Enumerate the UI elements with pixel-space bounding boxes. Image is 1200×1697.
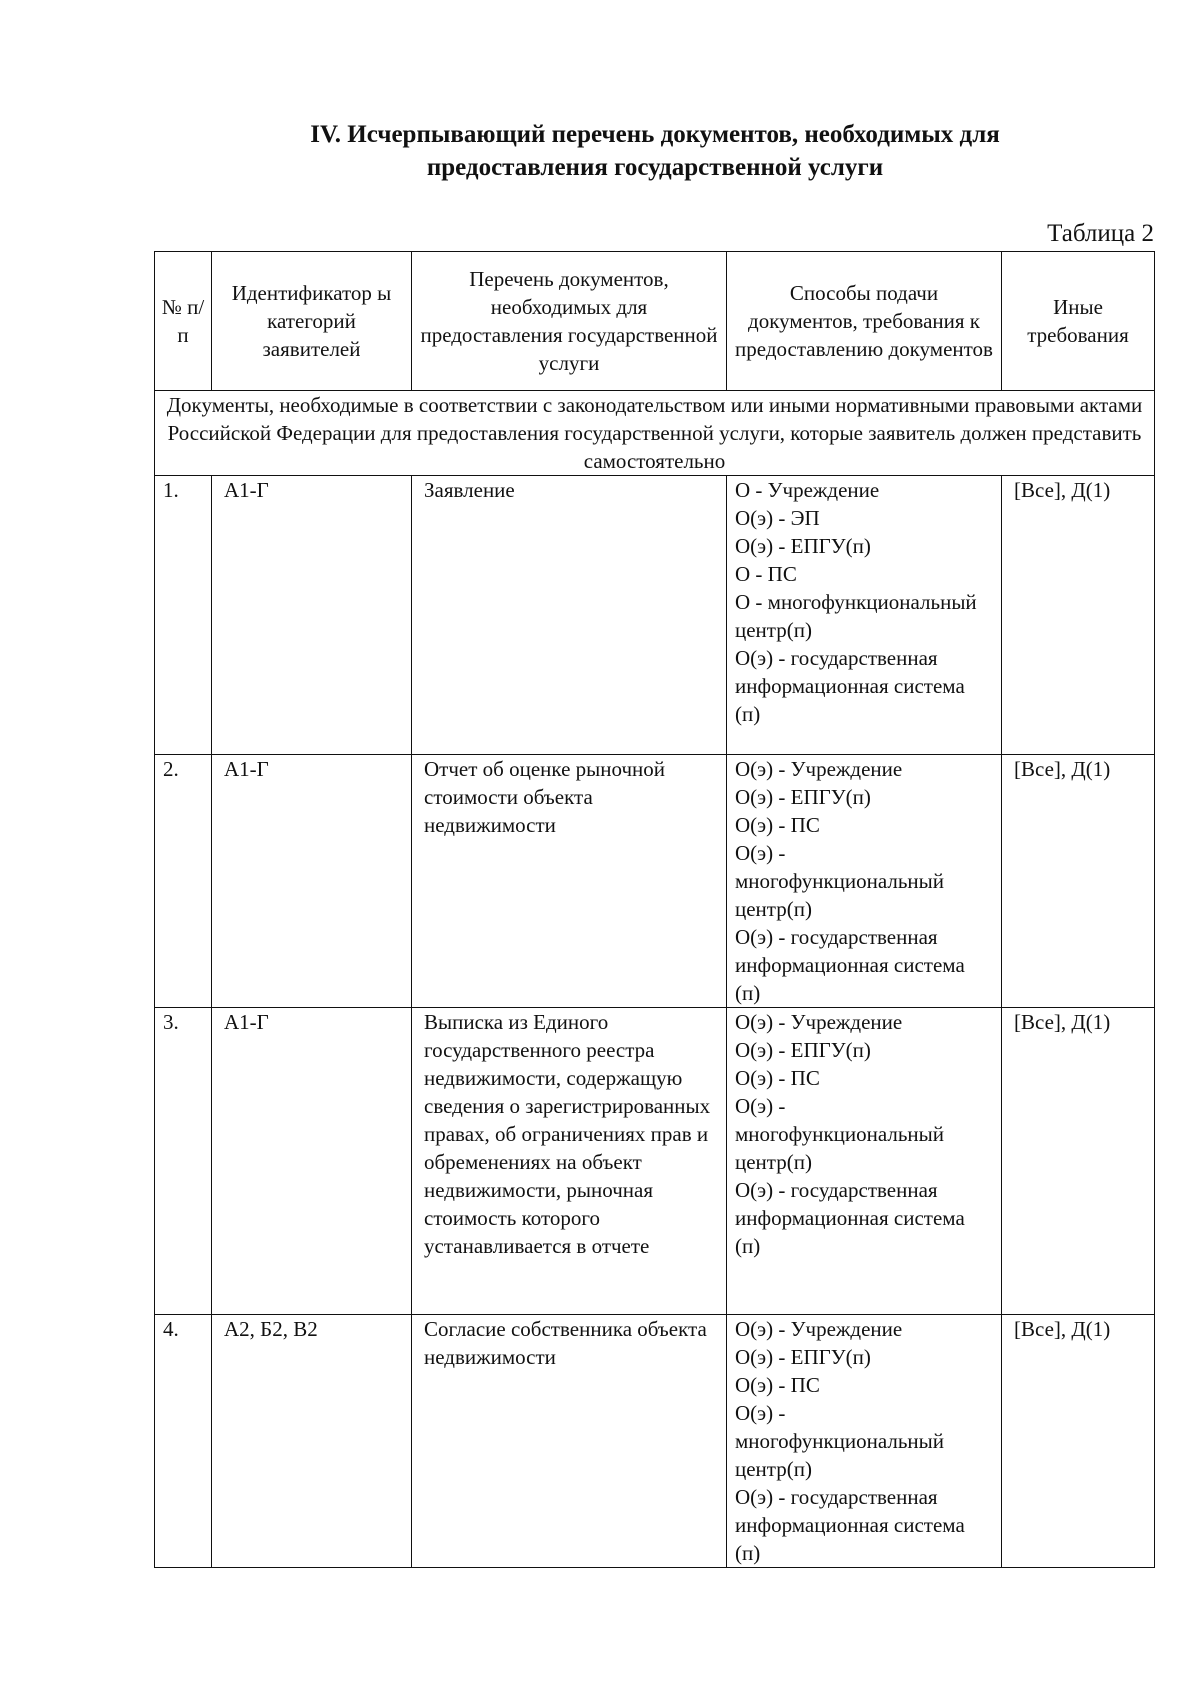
table-row <box>155 476 1155 755</box>
submission-method: О(э) - многофункциональный центр(п) <box>735 841 945 921</box>
row-other-requirements: [Все], Д(1) <box>1002 1315 1155 1568</box>
row-number: 1. <box>155 476 212 755</box>
submission-method: О(э) - ЕПГУ(п) <box>735 1038 871 1062</box>
submission-method: О(э) - многофункциональный центр(п) <box>735 1401 945 1481</box>
submission-method: О(э) - многофункциональный центр(п) <box>735 1094 945 1174</box>
row-document: Согласие собственника объекта недвижимости <box>412 1315 727 1568</box>
submission-method: О(э) - ЕПГУ(п) <box>735 1345 871 1369</box>
table-row <box>155 1315 1155 1568</box>
section-heading: Документы, необходимые в соответствии с законодательством или иными нормативными правовыми актами Российской Федерации для предоставления государственной услуги, которые заявитель должен представить самостоятельно <box>155 391 1155 476</box>
submission-method: О - ПС <box>735 562 797 586</box>
row-other-requirements: [Все], Д(1) <box>1002 476 1155 755</box>
submission-method: О(э) - государственная информационная система (п) <box>735 1485 965 1565</box>
row-number: 4. <box>155 1315 212 1568</box>
row-submission-methods <box>727 476 1002 755</box>
page-title-line-2: предоставления государственной услуги <box>426 154 884 181</box>
submission-method: О(э) - ПС <box>735 1066 820 1090</box>
row-submission-methods <box>727 1315 1002 1568</box>
row-document: Выписка из Единого государственного реестра недвижимости, содержащую сведения о зарегистрированных правах, об ограничениях прав и обременениях на объект недвижимости, рыночная стоимость которого устанавливается в отчете <box>412 1008 727 1315</box>
header-number: № п/п <box>155 252 212 391</box>
row-category: А2, Б2, В2 <box>212 1315 412 1568</box>
section-heading-row <box>155 391 1155 476</box>
row-number: 2. <box>155 755 212 1008</box>
row-document: Отчет об оценке рыночной стоимости объекта недвижимости <box>412 755 727 1008</box>
header-category: Идентификатор ы категорий заявителей <box>212 252 412 391</box>
row-other-requirements: [Все], Д(1) <box>1002 755 1155 1008</box>
submission-method: О(э) - Учреждение <box>735 1317 903 1341</box>
submission-method: О(э) - Учреждение <box>735 1010 903 1034</box>
row-number: 3. <box>155 1008 212 1315</box>
submission-method: О(э) - государственная информационная система (п) <box>735 646 965 726</box>
table-caption: Таблица 2 <box>1047 220 1154 247</box>
documents-table <box>154 251 1155 1568</box>
page-title <box>230 118 1080 184</box>
header-other-requirements: Иные требования <box>1002 252 1155 391</box>
row-submission-methods <box>727 1008 1002 1315</box>
table-row <box>155 755 1155 1008</box>
submission-method: О(э) - ЕПГУ(п) <box>735 534 871 558</box>
page-title-line-1: IV. Исчерпывающий перечень документов, необходимых для <box>310 121 1000 148</box>
submission-method: О(э) - ПС <box>735 813 820 837</box>
submission-method: О(э) - государственная информационная система (п) <box>735 1178 965 1258</box>
submission-method: О(э) - ПС <box>735 1373 820 1397</box>
submission-method: О - многофункциональный центр(п) <box>735 590 977 642</box>
row-category: А1-Г <box>212 755 412 1008</box>
header-submission-methods: Способы подачи документов, требования к предоставлению документов <box>727 252 1002 391</box>
submission-method: О(э) - ЕПГУ(п) <box>735 785 871 809</box>
submission-method: О - Учреждение <box>735 478 880 502</box>
row-document: Заявление <box>412 476 727 755</box>
submission-method: О(э) - ЭП <box>735 506 820 530</box>
row-other-requirements: [Все], Д(1) <box>1002 1008 1155 1315</box>
table-row <box>155 1008 1155 1315</box>
table-header-row <box>155 252 1155 391</box>
submission-method: О(э) - Учреждение <box>735 757 903 781</box>
row-submission-methods <box>727 755 1002 1008</box>
row-category: А1-Г <box>212 1008 412 1315</box>
submission-method: О(э) - государственная информационная система (п) <box>735 925 965 1005</box>
header-document-list: Перечень документов, необходимых для предоставления государственной услуги <box>412 252 727 391</box>
row-category: А1-Г <box>212 476 412 755</box>
